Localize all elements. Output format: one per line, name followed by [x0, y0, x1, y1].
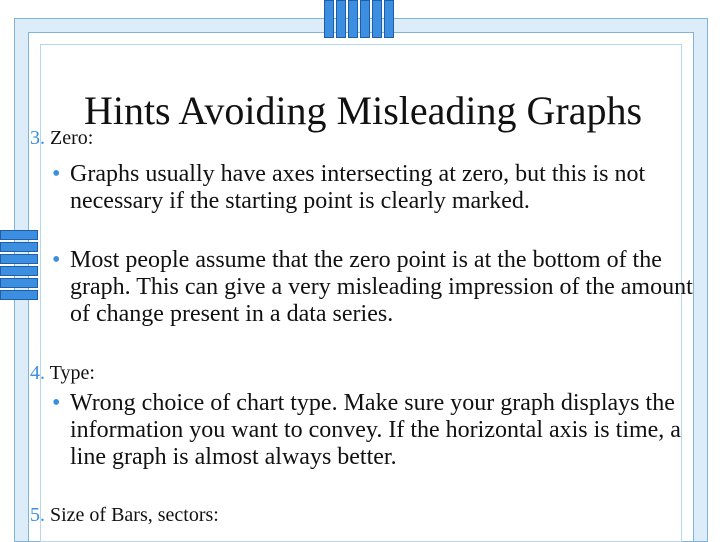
- section-number: 4.: [30, 362, 45, 384]
- left-tick: [0, 290, 38, 300]
- section-heading-text: Zero:: [50, 127, 94, 149]
- slide-title: Hints Avoiding Misleading Graphs: [83, 88, 643, 133]
- bullet-text: Graphs usually have axes intersecting at zero, but this is not necessary if the starting point is clearly marked.: [70, 161, 646, 214]
- top-tick: [336, 0, 346, 38]
- top-tick: [360, 0, 370, 38]
- bullet-text: Wrong choice of chart type. Make sure your graph displays the information you want to convey. If the horizontal axis is time, a line graph is almost always better.: [70, 390, 681, 470]
- top-tick: [324, 0, 334, 38]
- section-number: 5.: [30, 504, 45, 526]
- left-tick: [0, 230, 38, 240]
- bullet-icon: •: [52, 247, 61, 273]
- left-tick: [0, 242, 38, 252]
- top-tick: [372, 0, 382, 38]
- section-number: 3.: [30, 127, 45, 149]
- list-item: [52, 247, 700, 328]
- section-heading: [30, 504, 219, 527]
- list-item: [52, 161, 700, 215]
- left-tick: [0, 254, 38, 264]
- left-tick: [0, 278, 38, 288]
- section-heading-text: Type:: [49, 362, 95, 384]
- section-heading-text: Size of Bars, sectors:: [50, 504, 219, 526]
- left-tick: [0, 266, 38, 276]
- bullet-icon: •: [52, 390, 61, 416]
- top-tick: [348, 0, 358, 38]
- bullet-text: Most people assume that the zero point is at the bottom of the graph. This can give a very misleading impression of the amount of change present in a data series.: [70, 247, 693, 327]
- top-tick: [384, 0, 394, 38]
- list-item: [52, 390, 700, 471]
- section-heading: [30, 127, 93, 150]
- bullet-icon: •: [52, 161, 61, 187]
- section-heading: [30, 362, 95, 385]
